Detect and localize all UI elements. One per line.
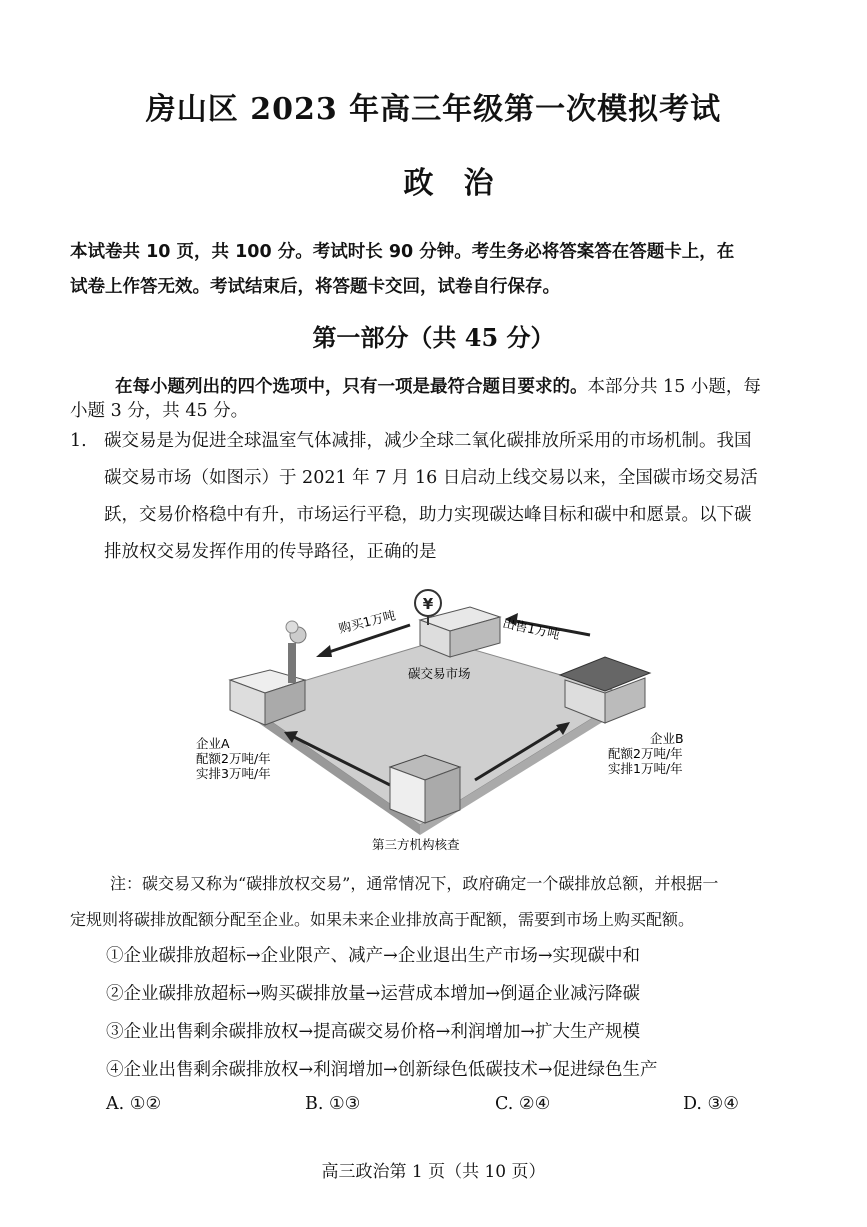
buy-arrowhead (316, 645, 332, 657)
section-title: 第一部分（共 45 分） (312, 323, 555, 352)
subject-title: 政治 (403, 166, 524, 201)
option-2: ②企业碳排放超标→购买碳排放量→运营成本增加→倒逼企业减污降碳 (106, 984, 640, 1004)
choice-d[interactable]: D. ③④ (683, 1094, 739, 1114)
factory-a-icon (230, 621, 306, 725)
question-line-2: 碳交易市场（如图示）于 2021 年 7 月 16 日启动上线交易以来，全国碳市场交易活 (104, 468, 758, 488)
option-1: ①企业碳排放超标→企业限产、减产→企业退出生产市场→实现碳中和 (106, 946, 640, 966)
question-line-4: 排放权交易发挥作用的传导路径，正确的是 (104, 542, 437, 562)
sell-label: 出售1万吨 (501, 615, 562, 642)
company-b-actual: 实排1万吨/年 (608, 761, 683, 776)
market-label: 碳交易市场 (408, 666, 471, 681)
note-line-1: 注：碳交易又称为“碳排放权交易”，通常情况下，政府确定一个碳排放总额，并根据一 (110, 874, 719, 893)
yen-symbol: ¥ (422, 595, 434, 613)
choice-c[interactable]: C. ②④ (495, 1094, 551, 1114)
choice-b[interactable]: B. ①③ (305, 1094, 361, 1114)
carbon-trading-figure (180, 585, 740, 860)
question-number: 1. (70, 431, 87, 451)
question-line-1: 碳交易是为促进全球温室气体减排，减少全球二氧化碳排放所采用的市场机制。我国 (104, 431, 752, 451)
question-line-3: 跃，交易价格稳中有升，市场运行平稳，助力实现碳达峰目标和碳中和愿景。以下碳 (104, 505, 752, 525)
instructions-line-1: 本试卷共 10 页，共 100 分。考试时长 90 分钟。考生务必将答案答在答题卡上，在 (70, 242, 735, 262)
instructions-line-2: 试卷上作答无效。考试结束后，将答题卡交回，试卷自行保存。 (70, 277, 560, 297)
exam-title: 房山区 2023 年高三年级第一次模拟考试 (145, 92, 722, 127)
company-b-quota: 配额2万吨/年 (608, 746, 683, 761)
page-footer: 高三政治第 1 页（共 10 页） (321, 1162, 546, 1182)
choice-a[interactable]: A. ①② (106, 1094, 162, 1114)
buy-label: 购买1万吨 (337, 607, 397, 636)
company-a-actual: 实排3万吨/年 (196, 766, 271, 781)
note-line-2: 定规则将碳排放配额分配至企业。如果未来企业排放高于配额，需要到市场上购买配额。 (70, 910, 695, 929)
section-intro-rest: 本部分共 15 小题，每 (587, 377, 761, 397)
company-b-name: 企业B (650, 731, 684, 746)
section-intro-line-2: 小题 3 分，共 45 分。 (70, 401, 249, 421)
option-3: ③企业出售剩余碳排放权→提高碳交易价格→利润增加→扩大生产规模 (106, 1022, 640, 1042)
company-a-name: 企业A (196, 736, 230, 751)
market-building-icon (415, 590, 500, 657)
carbon-trading-diagram (180, 585, 740, 860)
third-party-building-icon (390, 755, 460, 823)
section-intro-bold: 在每小题列出的四个选项中，只有一项是最符合题目要求的。 (115, 377, 588, 397)
company-a-quota: 配额2万吨/年 (196, 751, 271, 766)
option-4: ④企业出售剩余碳排放权→利润增加→创新绿色低碳技术→促进绿色生产 (106, 1060, 658, 1080)
third-party-label: 第三方机构核查 (372, 837, 460, 852)
